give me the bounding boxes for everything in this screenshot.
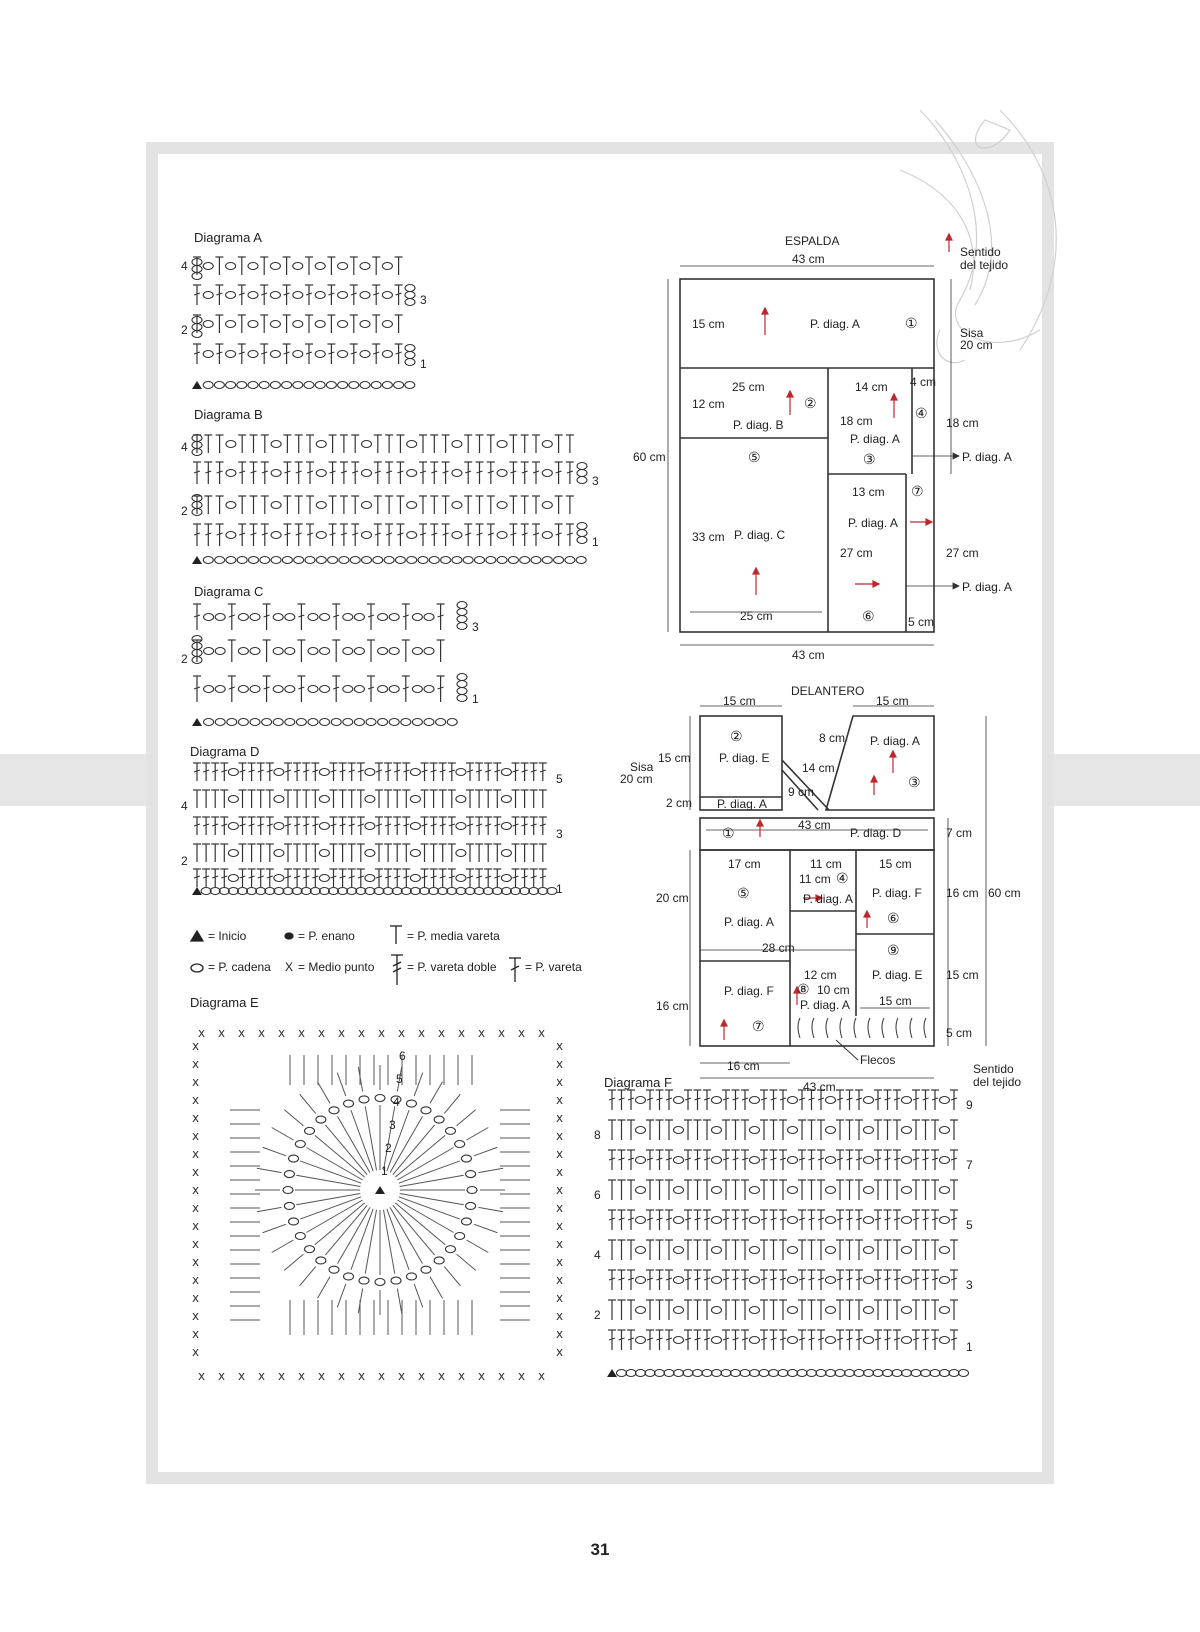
piece-number: ⑧ bbox=[797, 981, 810, 997]
svg-text:x: x bbox=[192, 1219, 200, 1233]
svg-text:x: x bbox=[192, 1201, 200, 1215]
svg-text:x: x bbox=[192, 1183, 200, 1197]
svg-text:x: x bbox=[556, 1129, 564, 1143]
row-number: 2 bbox=[594, 1308, 601, 1322]
diagram-b-title: Diagrama B bbox=[194, 407, 263, 422]
piece-label: P. diag. A bbox=[870, 734, 920, 748]
row-number: 4 bbox=[594, 1248, 601, 1262]
svg-text:x: x bbox=[556, 1039, 564, 1053]
svg-text:x: x bbox=[192, 1111, 200, 1125]
espalda-title: ESPALDA bbox=[785, 234, 840, 248]
dimension-label: 13 cm bbox=[852, 485, 885, 499]
dimension-label: 43 cm bbox=[803, 1080, 836, 1094]
dimension-label: 15 cm bbox=[692, 317, 725, 331]
svg-text:x: x bbox=[192, 1039, 200, 1053]
svg-text:x: x bbox=[198, 1369, 206, 1383]
svg-text:x: x bbox=[518, 1369, 526, 1383]
dimension-label: 16 cm bbox=[946, 886, 979, 900]
diagram-c-title: Diagrama C bbox=[194, 584, 264, 599]
piece-number: ① bbox=[722, 825, 735, 841]
dimension-label: 15 cm bbox=[658, 751, 691, 765]
piece-number: ⑦ bbox=[911, 483, 924, 499]
svg-text:x: x bbox=[556, 1057, 564, 1071]
svg-text:x: x bbox=[278, 1369, 286, 1383]
dimension-label: 15 cm bbox=[879, 994, 912, 1008]
row-number: 1 bbox=[592, 535, 599, 549]
piece-label: P. diag. A bbox=[724, 915, 774, 929]
svg-text:x: x bbox=[238, 1026, 246, 1040]
dimension-label: 5 cm bbox=[946, 1026, 973, 1040]
piece-label: P. diag. A bbox=[810, 317, 860, 331]
sentido-label: del tejido bbox=[973, 1075, 1022, 1089]
svg-text:x: x bbox=[238, 1369, 246, 1383]
sisa-label: 20 cm bbox=[960, 338, 993, 352]
legend-cadena: = P. cadena bbox=[208, 960, 271, 974]
svg-text:x: x bbox=[398, 1369, 406, 1383]
svg-text:x: x bbox=[338, 1026, 346, 1040]
piece-number: ④ bbox=[915, 405, 928, 421]
svg-text:x: x bbox=[556, 1093, 564, 1107]
svg-text:x: x bbox=[556, 1219, 564, 1233]
dimension-label: 28 cm bbox=[762, 941, 795, 955]
row-number: 2 bbox=[181, 854, 188, 868]
svg-text:x: x bbox=[318, 1369, 326, 1383]
row-number: 3 bbox=[420, 293, 427, 307]
legend-medio-punto: = Medio punto bbox=[298, 960, 375, 974]
dimension-label: 14 cm bbox=[802, 761, 835, 775]
svg-text:x: x bbox=[498, 1026, 506, 1040]
row-number: 2 bbox=[181, 652, 188, 666]
svg-text:x: x bbox=[318, 1026, 326, 1040]
svg-text:x: x bbox=[298, 1026, 306, 1040]
svg-text:x: x bbox=[278, 1026, 286, 1040]
dimension-label: 25 cm bbox=[732, 380, 765, 394]
svg-text:x: x bbox=[556, 1147, 564, 1161]
piece-number: ⑥ bbox=[887, 910, 900, 926]
piece-label: P. diag. A bbox=[962, 450, 1012, 464]
legend-enano: = P. enano bbox=[298, 929, 355, 943]
sisa-label: 20 cm bbox=[620, 772, 653, 786]
piece-number: ④ bbox=[836, 870, 849, 886]
piece-label: P. diag. E bbox=[872, 968, 923, 982]
dimension-label: 18 cm bbox=[840, 414, 873, 428]
dimension-label: 12 cm bbox=[692, 397, 725, 411]
row-number: 1 bbox=[472, 692, 479, 706]
piece-label: P. diag. D bbox=[850, 826, 902, 840]
dimension-label: 2 cm bbox=[666, 796, 693, 810]
svg-text:x: x bbox=[358, 1026, 366, 1040]
svg-text:x: x bbox=[192, 1237, 200, 1251]
svg-text:x: x bbox=[556, 1183, 564, 1197]
dimension-label: 7 cm bbox=[946, 826, 973, 840]
dimension-label: 17 cm bbox=[728, 857, 761, 871]
dimension-label: 33 cm bbox=[692, 530, 725, 544]
row-number: 4 bbox=[393, 1095, 400, 1109]
svg-text:x: x bbox=[378, 1026, 386, 1040]
delantero-title: DELANTERO bbox=[791, 684, 865, 698]
row-number: 6 bbox=[399, 1049, 406, 1063]
sisa-label: Sisa bbox=[960, 326, 984, 340]
svg-text:x: x bbox=[192, 1093, 200, 1107]
dimension-label: 43 cm bbox=[792, 252, 825, 266]
svg-text:x: x bbox=[556, 1345, 564, 1359]
svg-text:x: x bbox=[438, 1026, 446, 1040]
svg-text:x: x bbox=[358, 1369, 366, 1383]
piece-label: P. diag. A bbox=[717, 797, 767, 811]
row-number: 1 bbox=[556, 882, 563, 896]
piece-label: P. diag. A bbox=[962, 580, 1012, 594]
legend-inicio: = Inicio bbox=[208, 929, 247, 943]
row-number: 2 bbox=[181, 323, 188, 337]
page-number: 31 bbox=[590, 1540, 610, 1559]
legend-media-vareta: = P. media vareta bbox=[407, 929, 500, 943]
sentido-label: del tejido bbox=[960, 258, 1009, 272]
diagram-a-title: Diagrama A bbox=[194, 230, 262, 245]
legend-vareta-doble: = P. vareta doble bbox=[407, 960, 497, 974]
piece-label: P. diag. A bbox=[803, 892, 853, 906]
svg-text:x: x bbox=[556, 1309, 564, 1323]
dimension-label: 20 cm bbox=[656, 891, 689, 905]
row-number: 3 bbox=[592, 474, 599, 488]
piece-label: P. diag. E bbox=[719, 751, 770, 765]
dimension-label: 9 cm bbox=[788, 785, 815, 799]
dimension-label: 15 cm bbox=[946, 968, 979, 982]
svg-text:x: x bbox=[556, 1165, 564, 1179]
svg-text:x: x bbox=[478, 1369, 486, 1383]
flecos-label: Flecos bbox=[860, 1053, 896, 1067]
row-number: 6 bbox=[594, 1188, 601, 1202]
svg-text:x: x bbox=[192, 1057, 200, 1071]
row-number: 5 bbox=[966, 1218, 973, 1232]
row-number: 2 bbox=[385, 1141, 392, 1155]
sisa-label: Sisa bbox=[630, 760, 654, 774]
row-number: 4 bbox=[181, 259, 188, 273]
svg-text:x: x bbox=[556, 1291, 564, 1305]
row-number: 3 bbox=[389, 1118, 396, 1132]
dimension-label: 25 cm bbox=[740, 609, 773, 623]
svg-text:x: x bbox=[538, 1026, 546, 1040]
piece-label: P. diag. B bbox=[733, 418, 784, 432]
piece-number: ② bbox=[804, 395, 817, 411]
piece-number: ⑤ bbox=[737, 885, 750, 901]
piece-number: ③ bbox=[908, 774, 921, 790]
svg-text:x: x bbox=[458, 1026, 466, 1040]
piece-number: ⑤ bbox=[748, 449, 761, 465]
row-number: 3 bbox=[556, 827, 563, 841]
sentido-label: Sentido bbox=[973, 1062, 1014, 1076]
dimension-label: 27 cm bbox=[840, 546, 873, 560]
svg-text:x: x bbox=[192, 1147, 200, 1161]
dimension-label: 15 cm bbox=[876, 694, 909, 708]
svg-text:x: x bbox=[418, 1369, 426, 1383]
piece-label: P. diag. F bbox=[724, 984, 774, 998]
dimension-label: 11 cm bbox=[810, 857, 842, 871]
legend-vareta: = P. vareta bbox=[525, 960, 582, 974]
svg-text:x: x bbox=[192, 1309, 200, 1323]
svg-text:x: x bbox=[556, 1327, 564, 1341]
svg-text:x: x bbox=[556, 1273, 564, 1287]
svg-text:x: x bbox=[218, 1026, 226, 1040]
dimension-label: 14 cm bbox=[855, 380, 888, 394]
dimension-label: 4 cm bbox=[910, 375, 937, 389]
svg-text:x: x bbox=[556, 1201, 564, 1215]
piece-number: ⑨ bbox=[887, 942, 900, 958]
dimension-label: 16 cm bbox=[727, 1059, 760, 1073]
svg-text:x: x bbox=[438, 1369, 446, 1383]
svg-text:x: x bbox=[556, 1075, 564, 1089]
piece-label: P. diag. C bbox=[734, 528, 786, 542]
piece-label: P. diag. A bbox=[800, 998, 850, 1012]
diagram-e-title: Diagrama E bbox=[190, 995, 259, 1010]
svg-text:x: x bbox=[418, 1026, 426, 1040]
dimension-label: 15 cm bbox=[723, 694, 756, 708]
svg-text:x: x bbox=[538, 1369, 546, 1383]
svg-text:x: x bbox=[458, 1369, 466, 1383]
row-number: 5 bbox=[556, 772, 563, 786]
svg-text:x: x bbox=[556, 1237, 564, 1251]
sentido-label: Sentido bbox=[960, 245, 1001, 259]
piece-number: ⑥ bbox=[862, 608, 875, 624]
svg-text:x: x bbox=[556, 1111, 564, 1125]
svg-text:x: x bbox=[258, 1369, 266, 1383]
row-number: 4 bbox=[181, 799, 188, 813]
svg-text:x: x bbox=[192, 1273, 200, 1287]
svg-text:x: x bbox=[498, 1369, 506, 1383]
row-number: 7 bbox=[966, 1158, 973, 1172]
svg-text:x: x bbox=[192, 1165, 200, 1179]
piece-number: ② bbox=[730, 728, 743, 744]
dimension-label: 16 cm bbox=[656, 999, 689, 1013]
svg-text:x: x bbox=[556, 1255, 564, 1269]
svg-text:x: x bbox=[192, 1255, 200, 1269]
dimension-label: 18 cm bbox=[946, 416, 979, 430]
dimension-label: 43 cm bbox=[792, 648, 825, 662]
svg-text:x: x bbox=[518, 1026, 526, 1040]
medio-punto-icon: X bbox=[285, 960, 294, 974]
dimension-label: 10 cm bbox=[817, 983, 850, 997]
dimension-label: 60 cm bbox=[633, 450, 666, 464]
dimension-label: 60 cm bbox=[988, 886, 1021, 900]
svg-text:x: x bbox=[258, 1026, 266, 1040]
dimension-label: 8 cm bbox=[819, 731, 846, 745]
row-number: 9 bbox=[966, 1098, 973, 1112]
row-number: 3 bbox=[966, 1278, 973, 1292]
svg-text:x: x bbox=[298, 1369, 306, 1383]
diagram-d-title: Diagrama D bbox=[190, 744, 260, 759]
svg-text:x: x bbox=[198, 1026, 206, 1040]
piece-label: P. diag. A bbox=[850, 432, 900, 446]
svg-text:x: x bbox=[192, 1129, 200, 1143]
row-number: 1 bbox=[966, 1340, 973, 1354]
dimension-label: 11 cm bbox=[799, 872, 831, 886]
piece-label: P. diag. F bbox=[872, 886, 922, 900]
svg-text:x: x bbox=[192, 1075, 200, 1089]
dimension-label: 15 cm bbox=[879, 857, 912, 871]
row-number: 4 bbox=[181, 440, 188, 454]
row-number: 5 bbox=[396, 1072, 403, 1086]
dimension-label: 12 cm bbox=[804, 968, 837, 982]
svg-text:x: x bbox=[192, 1291, 200, 1305]
row-number: 8 bbox=[594, 1128, 601, 1142]
row-number: 1 bbox=[420, 357, 427, 371]
piece-number: ⑦ bbox=[752, 1018, 765, 1034]
svg-text:x: x bbox=[218, 1369, 226, 1383]
piece-number: ① bbox=[905, 315, 918, 331]
dimension-label: 5 cm bbox=[908, 615, 935, 629]
row-number: 3 bbox=[472, 620, 479, 634]
piece-number: ③ bbox=[863, 451, 876, 467]
piece-label: P. diag. A bbox=[848, 516, 898, 530]
row-number: 2 bbox=[181, 504, 188, 518]
svg-text:x: x bbox=[378, 1369, 386, 1383]
dimension-label: 27 cm bbox=[946, 546, 979, 560]
svg-text:x: x bbox=[192, 1345, 200, 1359]
svg-text:x: x bbox=[338, 1369, 346, 1383]
row-number: 1 bbox=[381, 1164, 388, 1178]
svg-text:x: x bbox=[398, 1026, 406, 1040]
diagram-f-title: Diagrama F bbox=[604, 1075, 672, 1090]
svg-text:x: x bbox=[192, 1327, 200, 1341]
dimension-label: 43 cm bbox=[798, 818, 831, 832]
svg-text:x: x bbox=[478, 1026, 486, 1040]
